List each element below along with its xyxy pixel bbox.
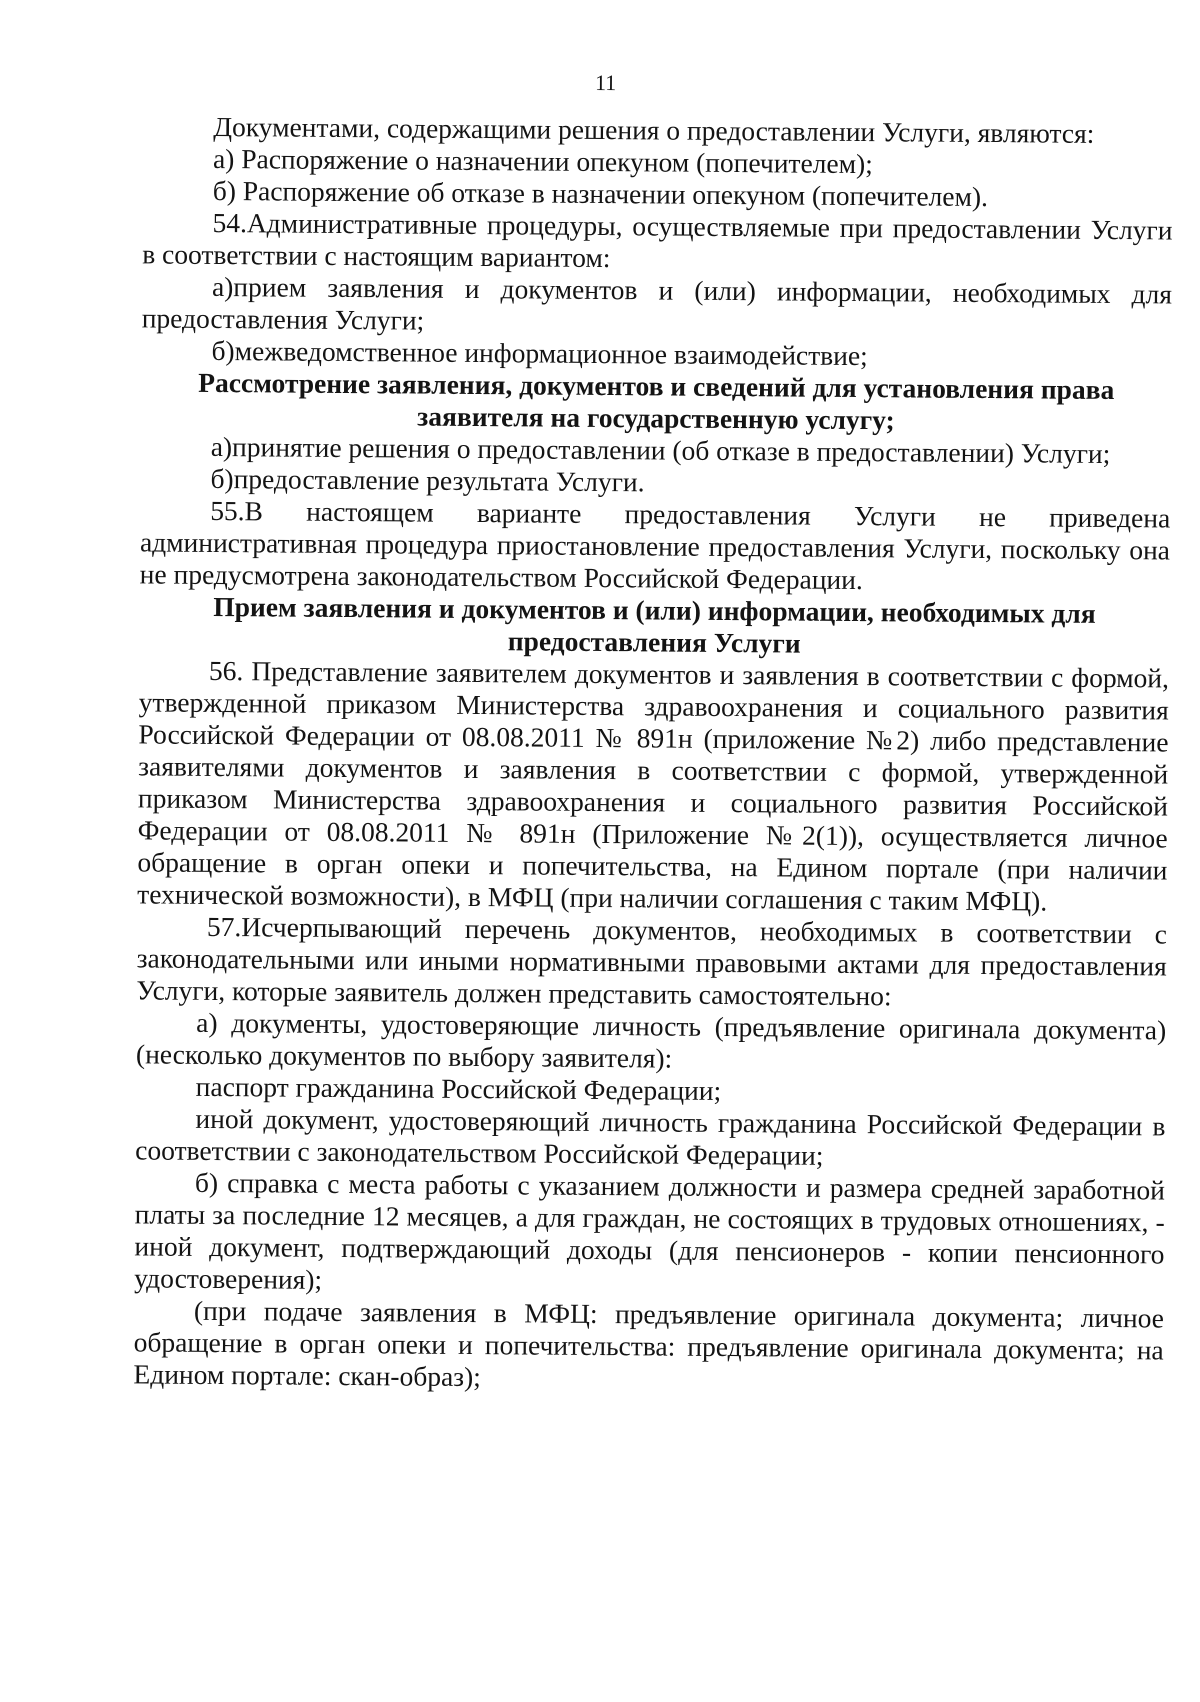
paragraph-intro: Документами, содержащими решения о предоставлении Услуги, являются: — [213, 110, 1095, 149]
paragraph-57-a-passport: паспорт гражданина Российской Федерации; — [195, 1070, 722, 1106]
paragraph-57-b: б) справка с места работы с указанием должности и размера средней заработной платы за последние 12 месяцев, а для граждан, не состоящих в трудовых отношениях, - иной документ, подтверждающий доходы (для пенсионеров - копии пенсионного удостоверения); — [134, 1166, 1166, 1295]
paragraph-item-a: а) Распоряжение о назначении опекуном (попечителем); — [212, 142, 873, 180]
paragraph-57-a-other: иной документ, удостоверяющий личность гражданина Российской Федерации в соответствии с законодательством Российской Федерации; — [135, 1102, 1166, 1171]
paragraph-55: 55.В настоящем варианте предоставления Услуги не приведена административная процедура приостановление предоставления Услуги, поскольку она не предусмотрена законодательством Российской Федерации. — [139, 494, 1171, 596]
paragraph-item-b: б) Распоряжение об отказе в назначении опекуном (попечителем). — [212, 174, 989, 213]
paragraph-56: 56. Представление заявителем документов и заявления в соответствии с формой, утвержденной приказом Министерства здравоохранения и социального развития Российской Федерации от 08.08.2011 № 891н (приложение №2) либо представление заявителями документов и заявления в соответствии с формой, утвержденной приказом Министерства здравоохранения и социального развития Российской Федерации от 08.08.2011 № 891н (Приложение №2(1)), осуществляется личное обращение в орган опеки и попечительства, на Едином портале (при наличии технической возможности), в МФЦ (при наличии соглашения с таким МФЦ). — [137, 654, 1170, 917]
paragraph-54-b: б)межведомственное информационное взаимодействие; — [211, 334, 868, 372]
document-body — [133, 110, 1173, 1398]
paragraph-review-a: а)принятие решения о предоставлении (об отказе в предоставлении) Услуги; — [210, 430, 1111, 469]
paragraph-54: 54.Административные процедуры, осуществляемые при предоставлении Услуги в соответствии с настоящим вариантом: — [142, 206, 1173, 274]
paragraph-review-b: б)предоставление результата Услуги. — [210, 462, 645, 498]
paragraph-54-a: а)прием заявления и документов и (или) информации, необходимых для предоставления Услуги; — [141, 270, 1173, 336]
section-heading-review: Рассмотрение заявления, документов и сведений для установления права заявителя на государственную услугу; — [198, 366, 1115, 436]
paragraph-57-a: а) документы, удостоверяющие личность (предъявление оригинала документа) (несколько документов по выбору заявителя): — [135, 1006, 1167, 1074]
paragraph-57-c: (при подаче заявления в МФЦ: предъявление оригинала документа; личное обращение в орган опеки и попечительства: предъявление оригинала документа; на Едином портале: скан-образ); — [133, 1294, 1165, 1393]
section-heading-reception: Прием заявления и документов и (или) информации, необходимых для предоставления Услуги — [213, 590, 1096, 659]
paragraph-57: 57.Исчерпывающий перечень документов, необходимых в соответствии с законодательными или иными нормативными правовыми актами для предоставления Услуги, которые заявитель должен представить самостоятельно: — [136, 910, 1168, 1012]
page-number: 11 — [594, 69, 617, 96]
